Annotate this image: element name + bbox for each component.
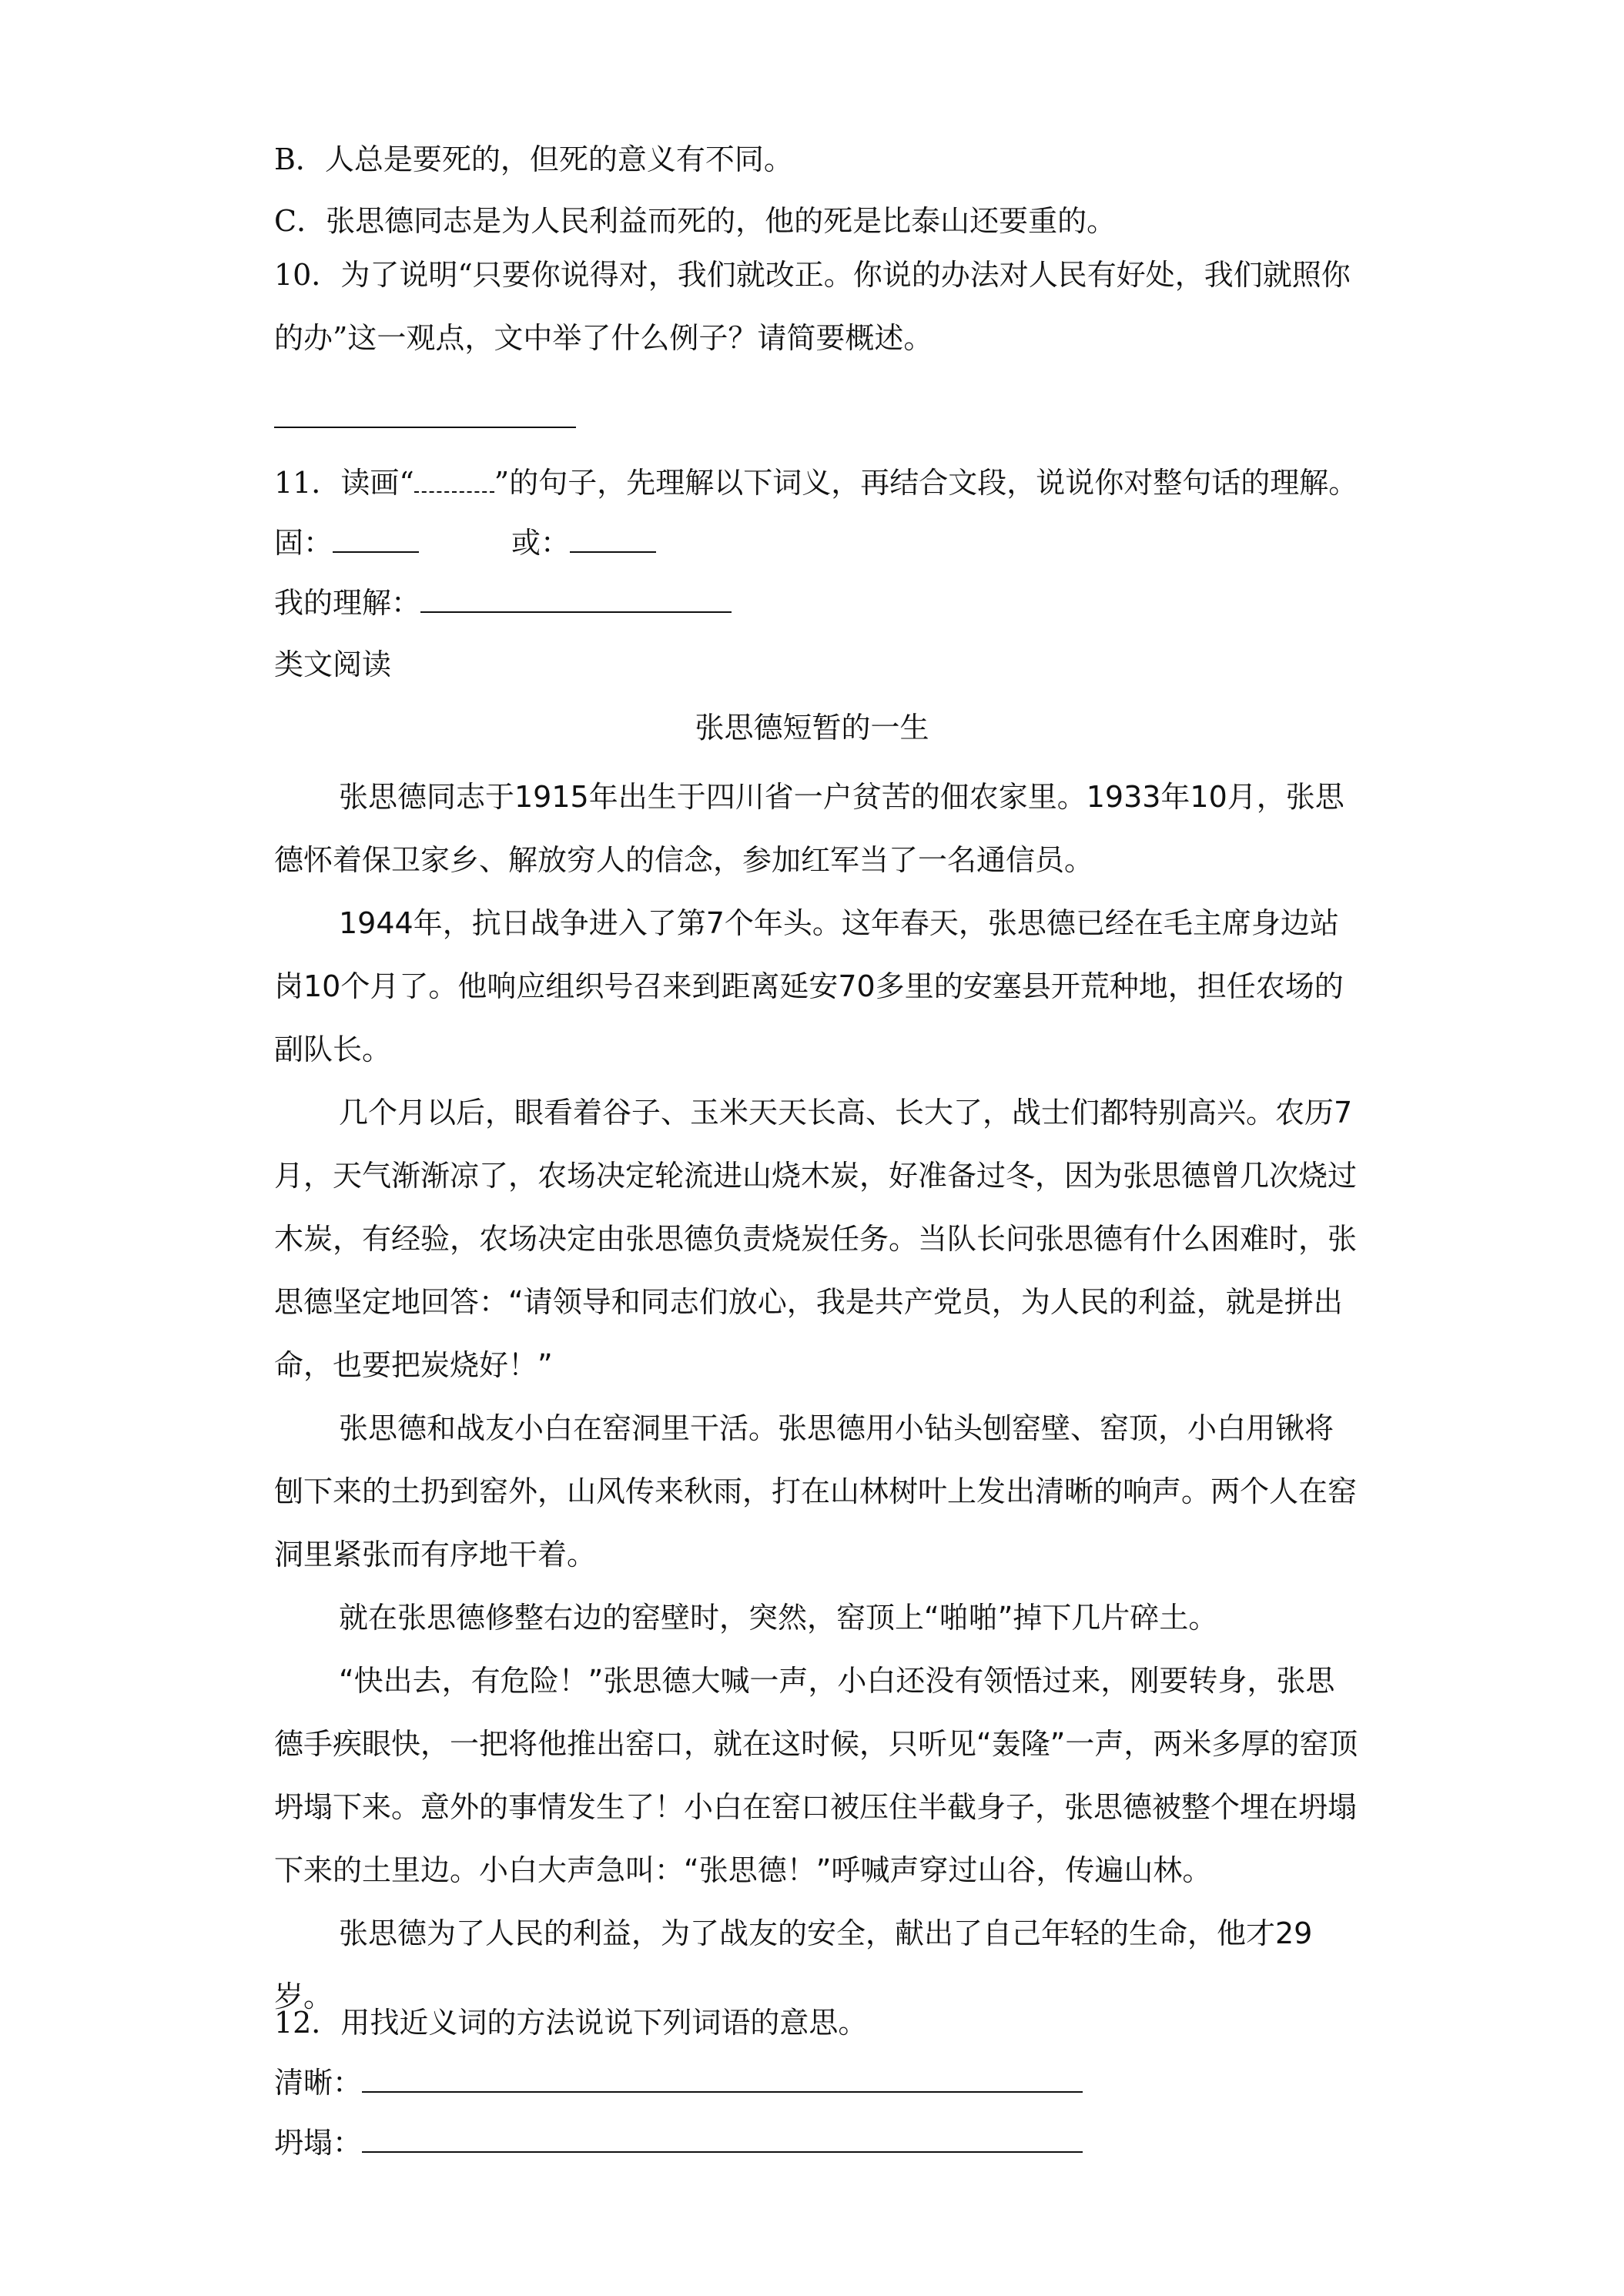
huo-answer-field[interactable]	[570, 528, 656, 553]
understanding-label: 我的理解：	[274, 586, 421, 620]
article-paragraph-1: 张思德同志于1915年出生于四川省一户贫苦的佃农家里。1933年10月，张思德怀着保卫家乡、解放穷人的信念，参加红军当了一名通信员。	[274, 780, 1344, 877]
question-10: 10．为了说明“只要你说得对，我们就改正。你说的办法对人民有好处，我们就照你的办”这一观点，文中举了什么例子？请简要概述。	[274, 258, 1351, 355]
article-paragraph-3: 几个月以后，眼看着谷子、玉米天天长高、长大了，战士们都特别高兴。农历7月，天气渐渐凉了，农场决定轮流进山烧木炭，好准备过冬，因为张思德曾几次烧过木炭，有经验，农场决定由张思德负责烧炭任务。当队长问张思德有什么困难时，张思德坚定地回答：“请领导和同志们放心，我是共产党员，为人民的利益，就是拼出命，也要把炭烧好！”	[274, 1096, 1358, 1382]
qingxi-row	[274, 2066, 1083, 2100]
understanding-answer-field[interactable]	[420, 588, 732, 613]
article-title: 张思德短暂的一生	[695, 711, 929, 745]
article-paragraph-6: “快出去，有危险！”张思德大喊一声，小白还没有领悟过来，刚要转身，张思德手疾眼快，一把将他推出窑口，就在这时候，只听见“轰隆”一声，两米多厚的窑顶坍塌下来。意外的事情发生了！小白在窑口被压住半截身子，张思德被整个埋在坍塌下来的土里边。小白大声急叫：“张思德！”呼喊声穿过山谷，传遍山林。	[274, 1664, 1358, 1887]
qingxi-answer-field[interactable]	[362, 2068, 1083, 2093]
article-paragraph-7: 张思德为了人民的利益，为了战友的安全，献出了自己年轻的生命，他才29岁。	[274, 1916, 1313, 2013]
option-b: B．人总是要死的，但死的意义有不同。	[274, 142, 793, 176]
question-11	[274, 466, 1358, 500]
tanta-answer-field[interactable]	[362, 2128, 1083, 2153]
huo-row	[511, 526, 656, 560]
article-paragraph-4: 张思德和战友小白在窑洞里干活。张思德用小钻头刨窑壁、窑顶，小白用锹将刨下来的土扔到窑外，山风传来秋雨，打在山林树叶上发出清晰的响声。两个人在窑洞里紧张而有序地干着。	[274, 1411, 1358, 1571]
section-label: 类文阅读	[274, 648, 392, 681]
gu-row	[274, 526, 419, 560]
answer-line-q10[interactable]	[274, 403, 576, 428]
article-paragraph-2: 1944年，抗日战争进入了第7个年头。这年春天，张思德已经在毛主席身边站岗10个月了。他响应组织号召来到距离延安70多里的安塞县开荒种地，担任农场的副队长。	[274, 906, 1344, 1066]
article-paragraph-5: 就在张思德修整右边的窑壁时，突然，窑顶上“啪啪”掉下几片碎土。	[339, 1601, 1218, 1635]
gu-answer-field[interactable]	[333, 528, 419, 553]
underline-sample	[414, 473, 494, 493]
question-12: 12．用找近义词的方法说说下列词语的意思。	[274, 2006, 868, 2040]
question-11-suffix: ”的句子，先理解以下词义，再结合文段，说说你对整句话的理解。	[494, 466, 1358, 500]
question-11-prefix: 11．读画“	[274, 466, 414, 500]
tanta-label: 坍塌：	[274, 2126, 363, 2160]
understanding-row	[274, 588, 732, 618]
option-c: C．张思德同志是为人民利益而死的，他的死是比泰山还要重的。	[274, 204, 1117, 238]
gu-label: 固：	[274, 526, 333, 560]
qingxi-label: 清晰：	[274, 2066, 363, 2100]
huo-label: 或：	[511, 526, 571, 560]
tanta-row	[274, 2126, 1083, 2160]
